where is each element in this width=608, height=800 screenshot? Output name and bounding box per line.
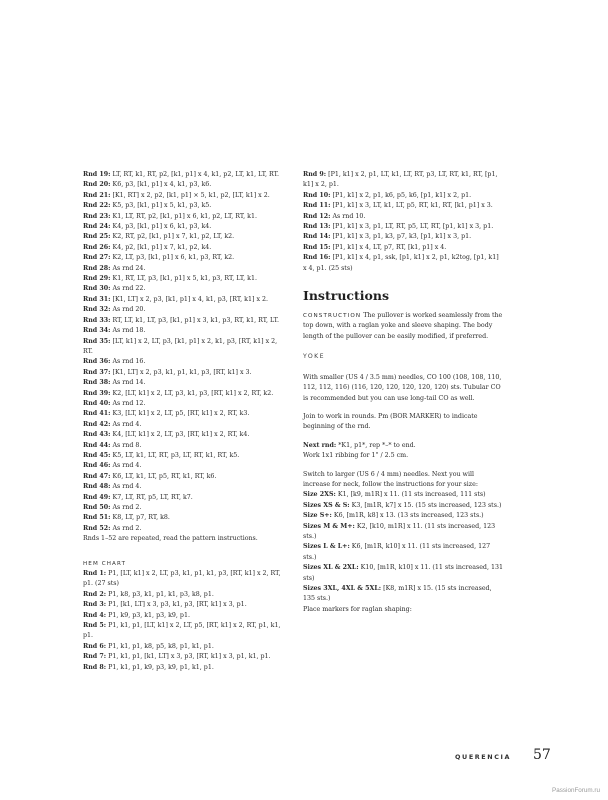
round-line: Rnd 14: [P1, k1] x 3, p1, k3, p7, k3, [p1, k1] x 3, p1.	[303, 233, 472, 241]
right-column	[303, 170, 503, 615]
round-line: Rnd 7: P1, k1, p1, [k1, LT] x 3, p3, [RT, k1] x 3, p1, k1, p1.	[83, 653, 271, 661]
round-line: Rnd 41: K3, [LT, k1] x 2, LT, p5, [RT, k1] x 2, RT, k3.	[83, 410, 250, 418]
round-line: Rnd 36: As rnd 16.	[83, 358, 146, 366]
round-line: Rnd 25: K2, RT, p2, [k1, p1] x 7, k1, p2, LT, k2.	[83, 233, 235, 241]
round-line: Rnd 1: P1, [LT, k1] x 2, LT, p3, k1, p1, k1, p3, [RT, k1] x 2, RT, p1. (27 sts)	[83, 570, 281, 588]
round-line: Rnd 49: K7, LT, RT, p5, LT, RT, k7.	[83, 493, 193, 501]
round-line: Rnd 20: K6, p3, [k1, p1] x 4, k1, p3, k6.	[83, 181, 212, 189]
round-line: Rnd 42: As rnd 4.	[83, 420, 142, 428]
round-line: Rnd 43: K4, [LT, k1] x 2, LT, p3, [RT, k1] x 2, RT, k4.	[83, 431, 250, 439]
round-line: Size S+: K6, [m1R, k8] x 13. (13 sts increased, 123 sts.)	[303, 512, 484, 520]
round-line: Rnd 38: As rnd 14.	[83, 379, 146, 387]
instructions-heading: Instructions	[303, 288, 390, 304]
round-line: Rnd 50: As rnd 2.	[83, 504, 142, 511]
round-line: Rnd 39: K2, [LT, k1] x 2, LT, p3, k1, p3, [RT, k1] x 2, RT, k2.	[83, 389, 274, 397]
round-line: Sizes XS & S: K3, [m1R, k7] x 15. (15 sts increased, 123 sts.)	[303, 501, 502, 509]
switch-paragraph: Switch to larger (US 6 / 4 mm) needles. Next you will increase for neck, follow the instructions for your size:	[303, 470, 478, 488]
round-line: Sizes 3XL, 4XL & 5XL: [K8, m1R] x 15. (15 sts increased, 135 sts.)	[303, 585, 492, 603]
round-line: Rnd 4: P1, k9, p3, k1, p3, k9, p1.	[83, 611, 190, 619]
yoke-title: YOKE	[303, 353, 325, 361]
next-round-line: Next rnd: *K1, p1*, rep *–* to end.	[303, 441, 416, 449]
place-markers-line: Place markers for raglan shaping:	[303, 605, 412, 613]
round-line: Rnd 31: [K1, LT] x 2, p3, [k1, p1] x 4, k1, p3, [RT, k1] x 2.	[83, 295, 269, 303]
round-line: Rnd 21: [K1, RT] x 2, p2, [k1, p1] × 5, k1, p2, [LT, k1] x 2.	[83, 191, 270, 199]
round-line: Rnd 44: As rnd 8.	[83, 441, 142, 449]
round-line: Rnd 3: P1, [k1, LT] x 3, p3, k1, p3, [RT, k1] x 3, p1.	[83, 601, 247, 609]
ribbing-line: Work 1x1 ribbing for 1" / 2.5 cm.	[303, 452, 409, 460]
round-line: Rnd 27: K2, LT, p3, [k1, p1] x 6, k1, p3, RT, k2.	[83, 254, 235, 262]
round-line: Rnd 12: As rnd 10.	[303, 212, 366, 220]
round-line: Rnd 35: [LT, k1] x 2, LT, p3, [k1, p1] x 2, k1, p3, [RT, k1] x 2, RT.	[83, 337, 278, 355]
round-line: Rnd 32: As rnd 20.	[83, 306, 146, 314]
round-line: Rnd 6: P1, k1, p1, k8, p5, k8, p1, k1, p1.	[83, 642, 214, 650]
left-column	[83, 170, 283, 673]
yoke-paragraph: With smaller (US 4 / 3.5 mm) needles, CO 100 (108, 108, 110, 112, 112, 116) (116, 120, 120, 120, 120, 120) sts. Tubular CO is recommended but you can use long-tail CO as well.	[303, 373, 502, 402]
watermark: PassionForum.ru	[552, 787, 600, 794]
construction-paragraph: CONSTRUCTION The pullover is worked seamlessly from the top down, with a raglan yoke and sleeve shaping. The body length of the pullover can be easily modified, if preferred.	[303, 312, 503, 340]
round-line: Rnd 9: [P1, k1] x 2, p1, LT, k1, LT, RT, p3, LT, RT, k1, RT, [p1, k1] x 2, p1.	[303, 171, 498, 189]
page-footer	[455, 749, 575, 765]
round-line: Sizes XL & 2XL: K10, [m1R, k10] x 11. (11 sts increased, 131 sts)	[303, 564, 503, 582]
round-line: Size 2XS: K1, [k9, m1R] x 11. (11 sts increased, 111 sts)	[303, 491, 486, 499]
round-line: Rnd 30: As rnd 22.	[83, 285, 146, 293]
round-line: Rnd 11: [P1, k1] x 3, LT, k1, LT, p5, RT, k1, RT, [k1, p1] x 3.	[303, 202, 493, 210]
round-line: Rnd 16: [P1, k1] x 4, p1, ssk, [p1, k1] x 2, p1, k2tog, [p1, k1] x 4, p1. (25 sts)	[303, 254, 499, 272]
round-line: Rnd 5: P1, k1, p1, [LT, k1] x 2, LT, p5, [RT, k1] x 2, RT, p1, k1, p1.	[83, 622, 281, 640]
round-line: Rnd 40: As rnd 12.	[83, 399, 146, 407]
round-line: Sizes L & L+: K6, [m1R, k10] x 11. (11 sts increased, 127 sts.)	[303, 543, 491, 561]
round-line: Rnd 8: P1, k1, p1, k9, p3, k9, p1, k1, p1.	[83, 663, 214, 671]
hem-chart-title: HEM CHART	[83, 560, 127, 567]
round-line: Rnd 47: K6, LT, k1, LT, p5, RT, k1, RT, k6.	[83, 472, 217, 480]
round-line: Rnd 13: [P1, k1] x 3, p1, LT, RT, p5, LT, RT, [p1, k1] x 3, p1.	[303, 223, 494, 231]
magazine-name: QUERENCIA	[455, 753, 512, 761]
round-line: Rnd 48: As rnd 4.	[83, 483, 142, 491]
round-line: Rnd 2: P1, k8, p3, k1, p1, k1, p3, k8, p1.	[83, 590, 214, 598]
round-line: Rnd 52: As rnd 2.	[83, 524, 142, 532]
round-line: Rnd 33: RT, LT, k1, LT, p3, [k1, p1] x 3, k1, p3, RT, k1, RT, LT.	[83, 316, 279, 324]
round-line: Rnd 10: [P1, k1] x 2, p1, k6, p5, k6, [p1, k1] x 2, p1.	[303, 191, 472, 199]
page-number: 57	[533, 747, 551, 763]
round-line: Rnd 26: K4, p2, [k1, p1] x 7, k1, p2, k4.	[83, 243, 212, 251]
round-line: Rnd 29: K1, RT, LT, p3, [k1, p1] x 5, k1, p3, RT, LT, k1.	[83, 275, 257, 283]
repeat-note: Rnds 1–52 are repeated, read the pattern instructions.	[83, 535, 258, 543]
round-line: Rnd 15: [P1, k1] x 4, LT, p7, RT, [k1, p1] x 4.	[303, 243, 447, 251]
round-line: Rnd 28: As rnd 24.	[83, 264, 146, 272]
round-line: Rnd 51: K8, LT, p7, RT, k8.	[83, 514, 170, 522]
round-line: Rnd 23: K1, LT, RT, p2, [k1, p1] x 6, k1, p2, LT, RT, k1.	[83, 212, 257, 220]
round-line: Rnd 19: LT, RT, k1, RT, p2, [k1, p1] x 4, k1, p2, LT, k1, LT, RT.	[83, 171, 279, 178]
round-line: Rnd 34: As rnd 18.	[83, 327, 146, 335]
round-line: Rnd 46: As rnd 4.	[83, 462, 142, 470]
round-line: Sizes M & M+: K2, [k10, m1R] x 11. (11 sts increased, 123 sts.)	[303, 522, 496, 540]
round-line: Rnd 37: [K1, LT] x 2, p3, k1, p1, k1, p3, [RT, k1] x 3.	[83, 368, 252, 376]
round-line: Rnd 24: K4, p3, [k1, p1] x 6, k1, p3, k4.	[83, 223, 212, 231]
round-line: Rnd 45: K5, LT, k1, LT, RT, p3, LT, RT, k1, RT, k5.	[83, 451, 240, 459]
round-line: Rnd 22: K5, p3, [k1, p1] x 5, k1, p3, k5.	[83, 202, 212, 210]
yoke-paragraph: Join to work in rounds. Pm (BOR MARKER) to indicate beginning of the rnd.	[303, 412, 478, 431]
